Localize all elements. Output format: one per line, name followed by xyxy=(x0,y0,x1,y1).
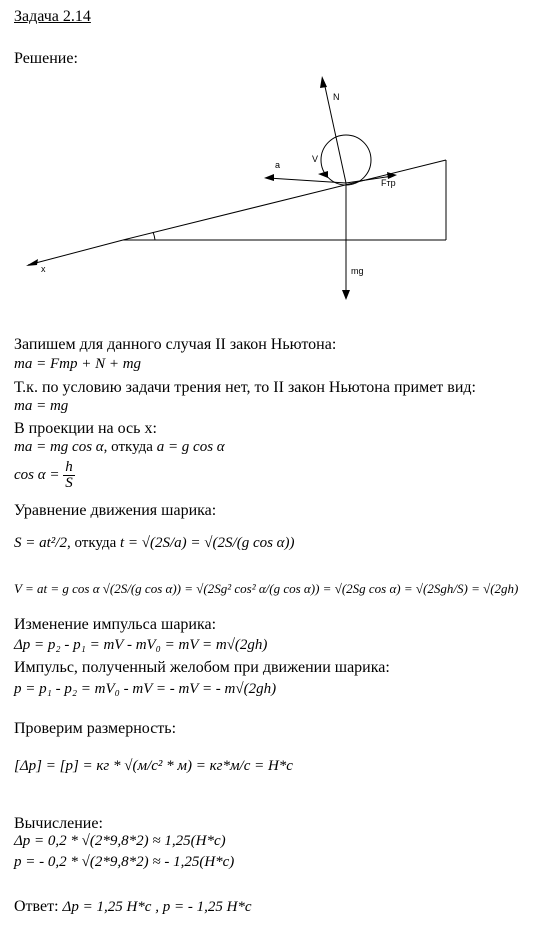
eq-calc1: Δp = 0,2 * √(2*9,8*2) ≈ 1,25(Н*с) xyxy=(14,833,226,849)
answer-label: Ответ: xyxy=(14,898,59,915)
eq-proj-left: ma = mg cos α xyxy=(14,439,104,455)
eq-proj-mid: , откуда xyxy=(103,439,157,455)
eq-units: [Δp] = [p] = кг * √(м/с² * м) = кг*м/с = Н*с xyxy=(14,758,293,774)
eq-S: S = at²/2 xyxy=(14,535,67,551)
gravity-arrowhead xyxy=(342,290,350,300)
projection-text: В проекции на ось x: xyxy=(14,420,157,437)
no-friction-text: Т.к. по условию задачи трения нет, то II закон Ньютона примет вид: xyxy=(14,379,476,396)
eq-t: t = √(2S/a) = √(2S/(g cos α)) xyxy=(120,535,295,551)
label-N: N xyxy=(333,92,340,102)
label-a: a xyxy=(275,160,281,170)
eq-newton: ma = Fтр + N + mg xyxy=(14,356,142,372)
label-V: V xyxy=(312,154,319,164)
label-Ftr: Fтр xyxy=(381,178,396,188)
eq-cos-num: h xyxy=(65,459,73,475)
eq-S-mid: , откуда xyxy=(66,535,117,551)
normal-force-arrowhead xyxy=(320,76,327,88)
incline-surface-line xyxy=(123,160,446,240)
x-axis-arrow xyxy=(26,259,38,266)
x-axis-line xyxy=(28,240,123,265)
eq-cos-fraction xyxy=(63,460,75,491)
answer-line xyxy=(14,898,252,916)
eq-dp: Δp = p₂ - p₁ = mV - mV₀ = mV = m√(2gh) xyxy=(14,637,268,653)
calc-heading: Вычисление: xyxy=(14,815,103,832)
eq-p: p = p₁ - p₂ = mV₀ - mV = - mV = - m√(2gh) xyxy=(14,681,277,697)
eq-cos-den: S xyxy=(65,475,73,491)
answer-value: Δp = 1,25 Н*с , p = - 1,25 Н*с xyxy=(62,899,252,915)
momentum-heading: Изменение импульса шарика: xyxy=(14,616,217,633)
eq-S-line xyxy=(14,535,295,552)
units-heading: Проверим размерность: xyxy=(14,720,177,737)
velocity-acceleration-vector xyxy=(268,178,346,183)
incline-diagram xyxy=(0,0,545,320)
solution-label: Решение: xyxy=(14,50,78,67)
newton-intro: Запишем для данного случая II закон Ньютона: xyxy=(14,336,337,353)
velocity-arrowhead xyxy=(318,171,328,178)
impulse-heading: Импульс, полученный желобом при движении шарика: xyxy=(14,659,390,676)
eq-calc2: p = - 0,2 * √(2*9,8*2) ≈ - 1,25(Н*с) xyxy=(14,854,235,870)
ball-circle xyxy=(321,135,371,185)
problem-title: Задача 2.14 xyxy=(14,8,91,25)
angle-alpha-arc xyxy=(153,232,155,240)
label-x: x xyxy=(41,264,46,274)
eq-simple: ma = mg xyxy=(14,398,69,414)
eq-proj-right: a = g cos α xyxy=(156,439,225,455)
acceleration-arrowhead xyxy=(264,174,274,181)
eq-cos-left: cos α = xyxy=(14,467,60,483)
eq-cos-line xyxy=(14,460,75,491)
label-mg: mg xyxy=(351,266,364,276)
eq-projection-line xyxy=(14,439,225,456)
eq-V: V = at = g cos α √(2S/(g cos α)) = √(2Sg² cos² α/(g cos α)) = √(2Sg cos α) = √(2Sgh/S) = √(2gh) xyxy=(14,581,519,596)
motion-heading: Уравнение движения шарика: xyxy=(14,502,217,519)
